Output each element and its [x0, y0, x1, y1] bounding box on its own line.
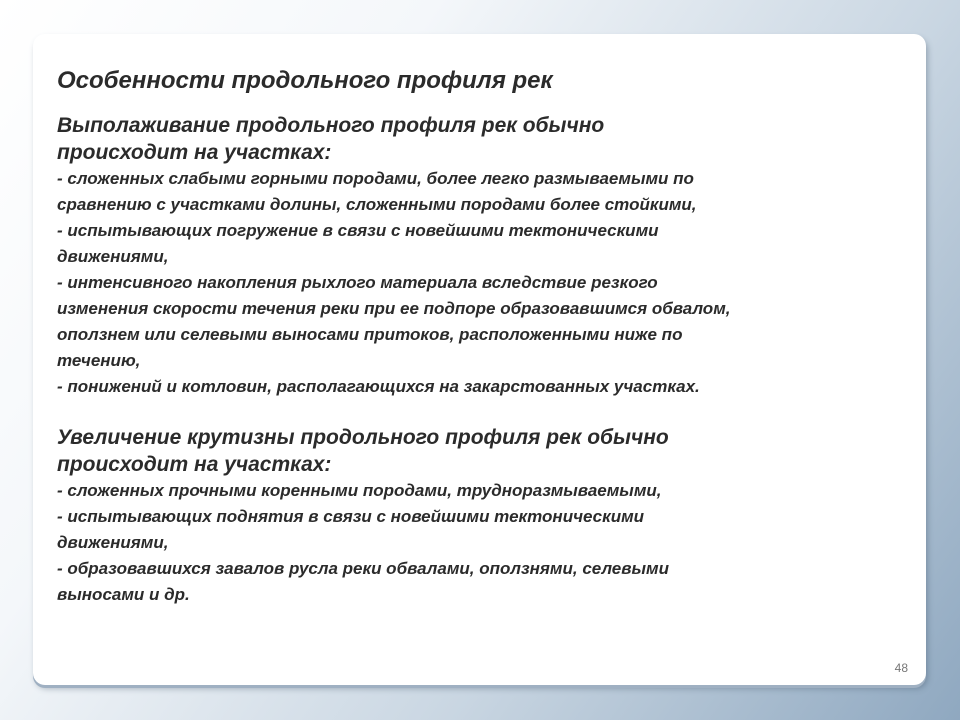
slide-card: [33, 34, 926, 685]
page-number: 48: [894, 661, 908, 675]
slide-title: Особенности продольного профиля рек: [57, 67, 553, 94]
section-steepening: [57, 424, 907, 608]
list-item-line: движениями,: [57, 247, 169, 266]
list-item-line: - испытывающих погружение в связи с новейшими тектоническими: [57, 221, 659, 240]
list-item-line: - испытывающих поднятия в связи с новейшими тектоническими: [57, 507, 645, 526]
section-heading-line: Увеличение крутизны продольного профиля рек обычно: [57, 426, 669, 449]
list-item-line: - сложенных слабыми горными породами, более легко размываемыми по: [57, 169, 694, 188]
list-item-line: изменения скорости течения реки при ее подпоре образовавшимся обвалом,: [57, 299, 731, 318]
list-item-line: - понижений и котловин, располагающихся на закарстованных участках.: [57, 377, 700, 396]
list-item-line: - сложенных прочными коренными породами, трудноразмываемыми,: [57, 481, 662, 500]
slide-content: [57, 66, 907, 608]
list-item-line: движениями,: [57, 533, 169, 552]
list-item-line: течению,: [57, 351, 141, 370]
list-item-line: сравнению с участками долины, сложенными породами более стойкими,: [57, 195, 697, 214]
list-item-line: оползнем или селевыми выносами притоков, расположенными ниже по: [57, 325, 683, 344]
section-flattening: [57, 112, 907, 400]
section-heading-line: происходит на участках:: [57, 453, 332, 476]
list-item-line: - образовавшихся завалов русла реки обвалами, оползнями, селевыми: [57, 559, 669, 578]
section-heading-line: Выполаживание продольного профиля рек обычно: [57, 114, 605, 137]
list-item-line: - интенсивного накопления рыхлого материала вследствие резкого: [57, 273, 658, 292]
list-item-line: выносами и др.: [57, 585, 190, 604]
section-heading-line: происходит на участках:: [57, 141, 332, 164]
